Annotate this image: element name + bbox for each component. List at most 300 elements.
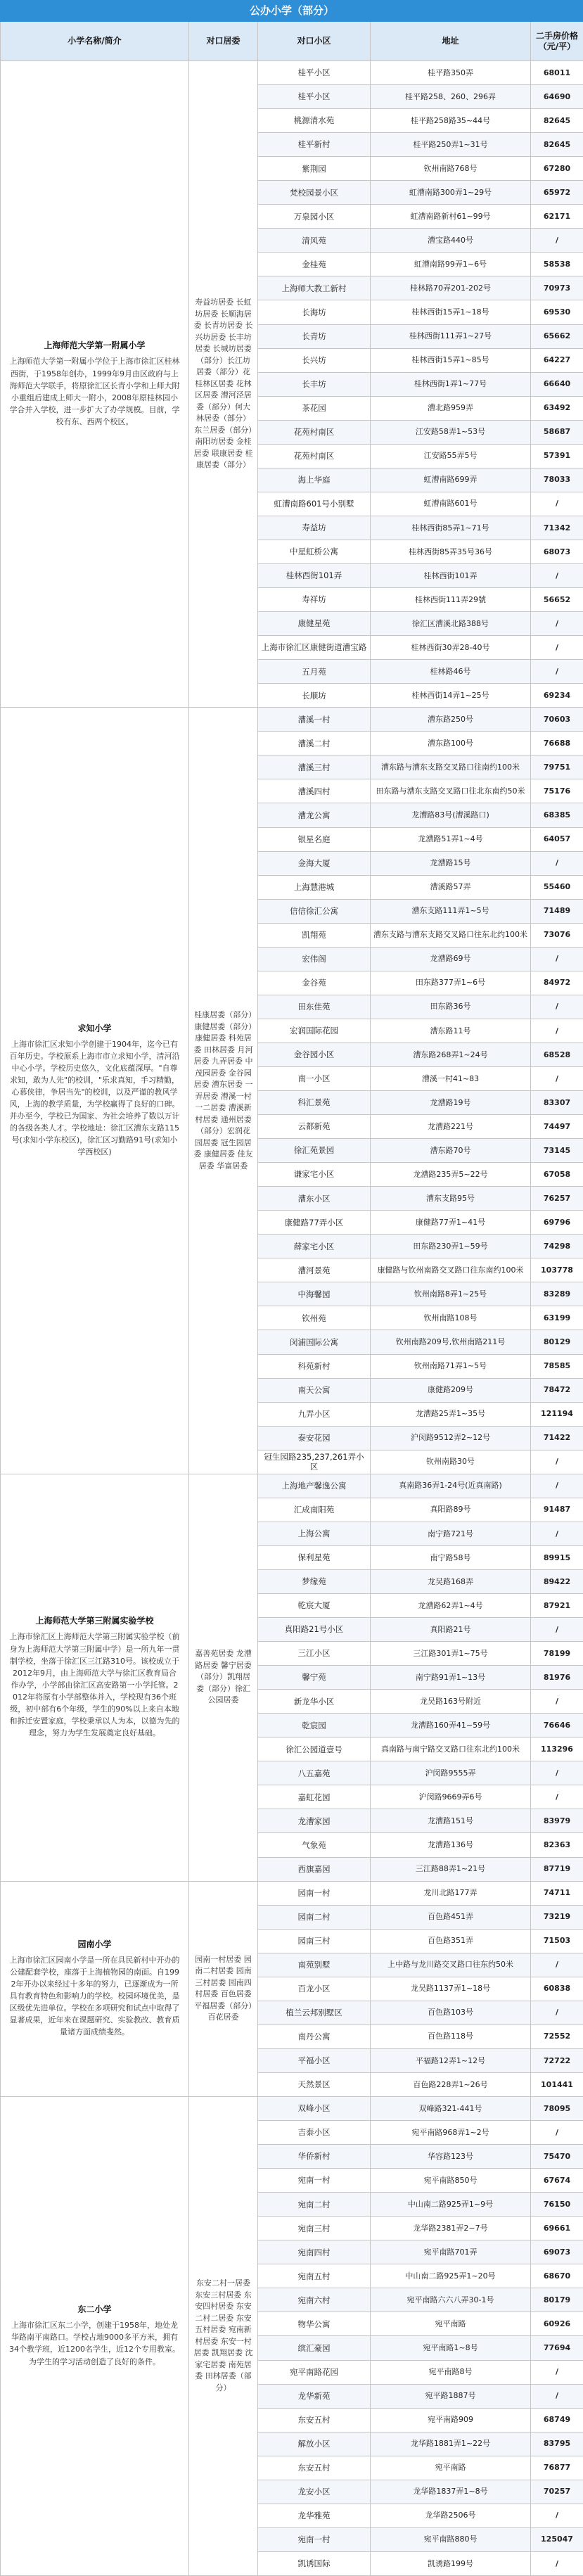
price-cell: /	[531, 1761, 583, 1785]
address-cell: 宛平南路六六八弄30-1号	[371, 2288, 531, 2312]
address-cell: 宛平南路909	[371, 2408, 531, 2432]
estate-cell: 宛南一村	[258, 2527, 371, 2551]
price-cell: 78199	[531, 1642, 583, 1666]
estate-cell: 漕溪三村	[258, 755, 371, 779]
address-cell: 上中路与龙川路交叉路口往东约50米	[371, 1953, 531, 1977]
address-cell: 百色路351弄	[371, 1929, 531, 1953]
address-cell: 桂平路350弄	[371, 61, 531, 85]
school-name: 东二小学	[77, 2304, 112, 2315]
column-header: 对口小区	[258, 22, 371, 61]
price-cell: 73076	[531, 923, 583, 947]
estate-cell: 桃源清水苑	[258, 109, 371, 133]
price-cell: /	[531, 2551, 583, 2575]
address-cell: 龙漕路62弄1~4号	[371, 1594, 531, 1618]
price-cell: 68749	[531, 2408, 583, 2432]
price-cell: 76257	[531, 1187, 583, 1211]
address-cell: 漕东路250号	[371, 708, 531, 732]
price-cell: 69073	[531, 2240, 583, 2264]
estate-cell: 解放小区	[258, 2432, 371, 2456]
price-cell: 67674	[531, 2169, 583, 2193]
price-cell: 72552	[531, 2025, 583, 2048]
price-cell: /	[531, 1019, 583, 1042]
price-cell: /	[531, 995, 583, 1019]
address-cell: 桂林西街85弄1~71号	[371, 516, 531, 540]
address-cell: 钦州南路30号	[371, 1450, 531, 1474]
estate-cell: 新龙华小区	[258, 1690, 371, 1714]
school-description: 上海市徐汇区上海师范大学第三附属实验学校（前身为上海师范大学第三附属中学）是一所九年一贯制学校，坐落于徐汇区三江路310号。该校成立于2012年9月，由上海师范大学与徐汇区教育局合作办学，小学部由徐汇区高安路第一小学托管。2012年将原有小学部整体并入，学校现有36个班级，初中部有6个年级，学生的90%以上来自本地和拆迁安置家庭，学校秉承以人为本，以德为先的理念，努力为学生发展奠定良好基础。	[9, 1632, 180, 1737]
school-description: 上海市徐汇区园南小学是一所在具民新村中开办的公建配套学校，座落于上海植物园的南面。自1992年开办以来经过十多年的努力，已逐渐成为一所具有教育特色和影响力的学校。校园环境优美，是区级优先进单位。学校在多项研究和试点中取得了显著成果，近年来在课题研究、实验教改、教育质量诸方面成绩斐然。	[9, 1956, 180, 2037]
estate-cell: 八五嘉苑	[258, 1761, 371, 1785]
estate-cell: 东安五村	[258, 2408, 371, 2432]
price-cell: 65972	[531, 181, 583, 205]
address-cell: 宛平南路968弄1~2号	[371, 2121, 531, 2145]
address-cell: 漕东支路95号	[371, 1187, 531, 1211]
price-cell: 68011	[531, 61, 583, 85]
address-cell: 康健路与钦州南路交叉路口往东南约100米	[371, 1258, 531, 1282]
school-cell	[1, 1881, 189, 2096]
price-cell: 121194	[531, 1402, 583, 1426]
table-row	[1, 2096, 583, 2120]
estate-cell: 上海公寓	[258, 1522, 371, 1545]
address-cell: 龙川北路177弄	[371, 1881, 531, 1905]
estate-cell: 金海大厦	[258, 851, 371, 875]
price-cell: 64057	[531, 827, 583, 851]
price-cell: 75470	[531, 2145, 583, 2169]
price-cell: 80179	[531, 2288, 583, 2312]
address-cell: 桂林西街101弄	[371, 563, 531, 587]
price-cell: 69530	[531, 300, 583, 324]
address-cell: 龙漕路19号	[371, 1091, 531, 1115]
price-cell: /	[531, 2384, 583, 2408]
estate-cell: 龙华雅苑	[258, 2504, 371, 2527]
price-cell: 64227	[531, 348, 583, 372]
estate-cell: 天然景区	[258, 2072, 371, 2096]
address-cell: 虹漕南路699弄	[371, 468, 531, 492]
table-header	[1, 22, 583, 61]
price-cell: 68073	[531, 540, 583, 563]
estate-cell: 宛南四村	[258, 2240, 371, 2264]
address-cell: 田东路36号	[371, 995, 531, 1019]
address-cell: 漕东支路与漕东支路交叉路口往东北约100米	[371, 923, 531, 947]
address-cell: 康健路77弄1~41号	[371, 1211, 531, 1235]
address-cell: 康健路209号	[371, 1378, 531, 1402]
address-cell: 宛平南路8号	[371, 2360, 531, 2384]
committee-cell: 桂康居委（部分）康健居委（部分）康健居委 科苑居委 田林居委 月河居委 九弄居委 中茂园居委 金谷园居委 漕东居委 一弄居委 漕溪一村一二居委 漕溪新村居委 通州居委（部分）宏润花园居委 冠生园居委 康健居委 佳友居委 华富居委	[189, 708, 258, 1474]
address-cell: 虹漕南路新村61~99号	[371, 205, 531, 229]
address-cell: 漕宝路440号	[371, 229, 531, 253]
price-cell: /	[531, 2121, 583, 2145]
school-cell	[1, 1474, 189, 1881]
price-cell: /	[531, 1953, 583, 1977]
school-cell	[1, 708, 189, 1474]
estate-cell: 嘉虹花园	[258, 1785, 371, 1809]
page-title: 公办小学（部分）	[1, 1, 583, 22]
estate-cell: 信信徐汇公寓	[258, 899, 371, 923]
estate-cell: 馨宁苑	[258, 1666, 371, 1690]
price-cell: 83979	[531, 1809, 583, 1833]
address-cell: 桂林西街14弄1~25号	[371, 684, 531, 708]
estate-cell: 漕东小区	[258, 1187, 371, 1211]
address-cell: 华容路123号	[371, 2145, 531, 2169]
price-cell: /	[531, 1474, 583, 1498]
price-cell: 68385	[531, 803, 583, 827]
estate-cell: 谦家宅小区	[258, 1163, 371, 1187]
price-cell: 70603	[531, 708, 583, 732]
estate-cell: 科汇景苑	[258, 1091, 371, 1115]
price-cell: 74497	[531, 1115, 583, 1139]
price-cell: /	[531, 851, 583, 875]
address-cell: 龙华路2381弄2~7号	[371, 2217, 531, 2240]
table-row	[1, 61, 583, 85]
price-cell: 62171	[531, 205, 583, 229]
address-cell: 沪闵路9512弄2~12号	[371, 1426, 531, 1450]
address-cell: 真南路与南宁路交叉路口往东北约100米	[371, 1737, 531, 1761]
column-header: 地址	[371, 22, 531, 61]
table-row	[1, 708, 583, 732]
address-cell: 漕溪路57弄	[371, 875, 531, 899]
address-cell: 百色路451弄	[371, 1905, 531, 1929]
estate-cell: 闵浦国际公寓	[258, 1330, 371, 1354]
price-cell: /	[531, 2504, 583, 2527]
price-cell: 82645	[531, 109, 583, 133]
estate-cell: 上海市徐汇区康健街道漕宝路	[258, 636, 371, 660]
address-cell: 宛平南路1~8号	[371, 2336, 531, 2360]
address-cell: 宛平南路850号	[371, 2169, 531, 2193]
address-cell: 田东路377弄1~6号	[371, 971, 531, 995]
address-cell: 龙华路1881弄1~22号	[371, 2432, 531, 2456]
estate-cell: 花苑村南区	[258, 444, 371, 468]
estate-cell: 寿益坊	[258, 516, 371, 540]
address-cell: 百色路228弄1~26号	[371, 2072, 531, 2096]
price-cell: 91487	[531, 1498, 583, 1522]
address-cell: 桂平路258路35~44号	[371, 109, 531, 133]
address-cell: 桂林西街15弄1~85号	[371, 348, 531, 372]
estate-cell: 长兴坊	[258, 348, 371, 372]
price-cell: 113296	[531, 1737, 583, 1761]
address-cell: 龙漕路51弄1~4号	[371, 827, 531, 851]
estate-cell: 西旗嘉园	[258, 1857, 371, 1881]
estate-cell: 龙安小区	[258, 2480, 371, 2504]
estate-cell: 园南一村	[258, 1881, 371, 1905]
price-cell: /	[531, 947, 583, 971]
address-cell: 百色路118号	[371, 2025, 531, 2048]
estate-cell: 保利星苑	[258, 1545, 371, 1569]
price-cell: /	[531, 1522, 583, 1545]
price-cell: /	[531, 1785, 583, 1809]
address-cell: 漕北路959弄	[371, 396, 531, 420]
committee-cell: 东安二村一居委 东安三村居委 东安四村居委 东安二村二居委 东安五村居委 宛南新村居委 东安一村居委 凯翔居委 沈家宅居委 南苑居委 田林居委（部分）	[189, 2096, 258, 2575]
estate-cell: 上海师大教工新村	[258, 276, 371, 300]
price-cell: 68528	[531, 1042, 583, 1066]
price-cell: 71422	[531, 1426, 583, 1450]
estate-cell: 长顺坊	[258, 684, 371, 708]
address-cell: 中山南二路925弄1~20号	[371, 2264, 531, 2288]
address-cell: 桂林西街1弄1~77号	[371, 372, 531, 396]
price-cell: 72722	[531, 2048, 583, 2072]
estate-cell: 桂平小区	[258, 61, 371, 85]
address-cell: 龙漕路160弄41~59号	[371, 1714, 531, 1737]
estate-cell: 宛平南路花园	[258, 2360, 371, 2384]
address-cell: 宛平南路	[371, 2312, 531, 2336]
estate-cell: 泰安花园	[258, 1426, 371, 1450]
estate-cell: 园南二村	[258, 1905, 371, 1929]
price-cell: /	[531, 636, 583, 660]
estate-cell: 园南三村	[258, 1929, 371, 1953]
school-description: 上海市徐汇区东二小学，创建于1958年，地处龙华路南平南路口。学校占地9000多平方米，拥有34个教学班，近1200名学生，近12个专用教室。为学生的学习活动创造了良好的条件。	[9, 2321, 180, 2366]
estate-cell: 南一小区	[258, 1066, 371, 1090]
price-cell: 63492	[531, 396, 583, 420]
price-cell: 78472	[531, 1378, 583, 1402]
estate-cell: 金谷园小区	[258, 1042, 371, 1066]
estate-cell: 宛南五村	[258, 2264, 371, 2288]
estate-cell: 乾宸大厦	[258, 1594, 371, 1618]
address-cell: 漕东路100号	[371, 732, 531, 755]
school-description: 上海师范大学第一附属小学位于上海市徐汇区桂林西街，于1958年创办，1999年9月由区政府与上海师范大学联手，将原徐汇区长青小学和上师大附小重组后建成上师大一附小，2008年原桂林园小学合并入学校，进一步扩大了办学规模。目前，学校有东、西两个校区。	[9, 357, 180, 426]
price-cell: 56652	[531, 588, 583, 612]
school-name: 上海师范大学第三附属实验学校	[35, 1616, 154, 1626]
price-cell: 89915	[531, 1545, 583, 1569]
estate-cell: 桂林西街101弄	[258, 563, 371, 587]
estate-cell: 气象苑	[258, 1833, 371, 1857]
price-cell: 58687	[531, 420, 583, 444]
estate-cell: 双峰小区	[258, 2096, 371, 2120]
price-cell: 76688	[531, 732, 583, 755]
price-cell: /	[531, 492, 583, 516]
address-cell: 龙漕路69号	[371, 947, 531, 971]
address-cell: 桂林西街30弄28-40号	[371, 636, 531, 660]
price-cell: 76150	[531, 2193, 583, 2217]
price-cell: 63199	[531, 1306, 583, 1330]
address-cell: 龙漕路15号	[371, 851, 531, 875]
address-cell: 田东路与漕东支路交叉路口往北东南约50米	[371, 779, 531, 803]
price-cell: 68670	[531, 2264, 583, 2288]
estate-cell: 漕龙公寓	[258, 803, 371, 827]
price-cell: 67280	[531, 157, 583, 181]
estate-cell: 寿祥坊	[258, 588, 371, 612]
estate-cell: 南丹公寓	[258, 2025, 371, 2048]
estate-cell: 乾宸园	[258, 1714, 371, 1737]
price-cell: 83289	[531, 1282, 583, 1306]
address-cell: 三江路301弄1~75号	[371, 1642, 531, 1666]
price-cell: 103778	[531, 1258, 583, 1282]
estate-cell: 桂平小区	[258, 85, 371, 109]
estate-cell: 吉泰小区	[258, 2121, 371, 2145]
address-cell: 漕东支路111弄1~5号	[371, 899, 531, 923]
price-cell: /	[531, 563, 583, 587]
price-cell: 69234	[531, 684, 583, 708]
estate-cell: 万泉园小区	[258, 205, 371, 229]
estate-cell: 银星名庭	[258, 827, 371, 851]
price-cell: 84972	[531, 971, 583, 995]
address-cell: 漕东路11号	[371, 1019, 531, 1042]
committee-cell: 寿益坊居委 长虹坊居委 长顺海居委 长青坊居委 长兴坊居委 长丰坊居委 长城坊居委（部分）长江坊居委（部分）花桂林区居委 花林区居委 漕河泾居委（部分）何大林居委（部分）东兰居委（部分）南阳坊居委 金桂居委 联康居委 桂康居委（部分）	[189, 61, 258, 708]
estate-cell: 康健路77弄小区	[258, 1211, 371, 1235]
estate-cell: 百龙小区	[258, 1977, 371, 2001]
address-cell: 龙漕路235弄5~22号	[371, 1163, 531, 1187]
address-cell: 江安路55弄5号	[371, 444, 531, 468]
price-cell: 76877	[531, 2456, 583, 2480]
estate-cell: 海上华庭	[258, 468, 371, 492]
address-cell: 沪闵路9669弄6号	[371, 1785, 531, 1809]
estate-cell: 宏润国际花园	[258, 1019, 371, 1042]
estate-cell: 汇成南阳苑	[258, 1498, 371, 1522]
address-cell: 龙漕路25弄1~35号	[371, 1402, 531, 1426]
estate-cell: 长海坊	[258, 300, 371, 324]
address-cell: 龙漕路151号	[371, 1809, 531, 1833]
address-cell: 龙吴路1137弄1~18号	[371, 1977, 531, 2001]
price-cell: 73145	[531, 1139, 583, 1163]
table-row	[1, 1474, 583, 1498]
price-cell: 73219	[531, 1905, 583, 1929]
address-cell: 中山南二路925弄1~9号	[371, 2193, 531, 2217]
estate-cell: 平福小区	[258, 2048, 371, 2072]
address-cell: 宛平南路701弄	[371, 2240, 531, 2264]
price-cell: 78585	[531, 1354, 583, 1378]
table-body	[1, 61, 583, 2576]
estate-cell: 茶花园	[258, 396, 371, 420]
address-cell: 龙漕路221号	[371, 1115, 531, 1139]
address-cell: 双峰路321-441号	[371, 2096, 531, 2120]
price-cell: 67058	[531, 1163, 583, 1187]
price-cell: 89422	[531, 1569, 583, 1593]
address-cell: 虹漕南路300弄1~29号	[371, 181, 531, 205]
address-cell: 百色路103号	[371, 2001, 531, 2025]
address-cell: 龙漕路136号	[371, 1833, 531, 1857]
address-cell: 桂平路258、260、296弄	[371, 85, 531, 109]
school-name: 求知小学	[77, 1023, 112, 1033]
estate-cell: 南苑别墅	[258, 1953, 371, 1977]
price-cell: /	[531, 612, 583, 636]
column-header: 对口居委	[189, 22, 258, 61]
estate-cell: 漕河景苑	[258, 1258, 371, 1282]
estate-cell: 植兰云邦别墅区	[258, 2001, 371, 2025]
address-cell: 真南路36弄1-24号(近真南路)	[371, 1474, 531, 1498]
price-cell: 70973	[531, 276, 583, 300]
price-cell: 57391	[531, 444, 583, 468]
estate-cell: 徐汇公园道壹号	[258, 1737, 371, 1761]
estate-cell: 华侨新村	[258, 2145, 371, 2169]
estate-cell: 中海馨园	[258, 1282, 371, 1306]
price-cell: 81976	[531, 1666, 583, 1690]
address-cell: 龙吴路168弄	[371, 1569, 531, 1593]
address-cell: 钦州南路8弄1~25号	[371, 1282, 531, 1306]
address-cell: 江安路58弄1~53号	[371, 420, 531, 444]
address-cell: 虹漕南路99弄1~6号	[371, 253, 531, 276]
estate-cell: 云都新苑	[258, 1115, 371, 1139]
estate-cell: 康健星苑	[258, 612, 371, 636]
address-cell: 徐汇区漕溪北路388号	[371, 612, 531, 636]
estate-cell: 紫荆园	[258, 157, 371, 181]
address-cell: 钦州南路768号	[371, 157, 531, 181]
table-row	[1, 1881, 583, 1905]
address-cell: 凯诱路199号	[371, 2551, 531, 2575]
estate-cell: 凯诱国际	[258, 2551, 371, 2575]
estate-cell: 三江小区	[258, 1642, 371, 1666]
price-cell: 82645	[531, 133, 583, 157]
address-cell: 漕溪一村41~83	[371, 1066, 531, 1090]
estate-cell: 缤汇豪园	[258, 2336, 371, 2360]
address-cell: 龙吴路163号附近	[371, 1690, 531, 1714]
price-cell: 79751	[531, 755, 583, 779]
price-cell: 70257	[531, 2480, 583, 2504]
address-cell: 沪闵路9555弄	[371, 1761, 531, 1785]
address-cell: 虹漕南路601号	[371, 492, 531, 516]
estate-cell: 上海慧港城	[258, 875, 371, 899]
address-cell: 龙华路2506号	[371, 2504, 531, 2527]
address-cell: 桂林西街111弄1~27号	[371, 324, 531, 348]
estate-cell: 虹漕南路601号小别墅	[258, 492, 371, 516]
price-cell: 78095	[531, 2096, 583, 2120]
estate-cell: 冠生园路235,237,261弄小区	[258, 1450, 371, 1474]
school-cell	[1, 61, 189, 708]
estate-cell: 徐汇苑景园	[258, 1139, 371, 1163]
estate-cell: 长青坊	[258, 324, 371, 348]
address-cell: 宛平南路880号	[371, 2527, 531, 2551]
committee-cell: 园南一村居委 园南二村居委 园南三村居委 园南四村居委 百色居委 平福居委（部分）百花居委	[189, 1881, 258, 2096]
price-cell: 82363	[531, 1833, 583, 1857]
estate-cell: 钦州苑	[258, 1306, 371, 1330]
price-cell: 69661	[531, 2217, 583, 2240]
price-cell: /	[531, 2360, 583, 2384]
estate-cell: 金桂苑	[258, 253, 371, 276]
committee-cell: 嘉善苑居委 龙漕路居委 馨宁居委（部分）凯翔居委（部分）徐汇公园居委	[189, 1474, 258, 1881]
estate-cell: 长丰坊	[258, 372, 371, 396]
price-cell: 60926	[531, 2312, 583, 2336]
price-cell: 125047	[531, 2527, 583, 2551]
estate-cell: 清风苑	[258, 229, 371, 253]
address-cell: 南宁路91弄1~13号	[371, 1666, 531, 1690]
estate-cell: 上海地产馨逸公寓	[258, 1474, 371, 1498]
school-description: 上海市徐汇区求知小学创建于1904年，迄今已有百年历史。学校原系上海市市立求知小学，清河沿中心小学。学校历史悠久，文化底蕴深厚。"自尊求知，敢为人先"的校训，"乐求真知，手习精勤，心慕侠律，争居当先"的校训，以及严谨的教风学风，上海的教学质量，为学校赢得了良好的口碑。并办至今，学校已为国家、为社会培养了数以万计的各级各类人才。学校地址：徐汇区漕东支路115号(求知小学东校区)，徐汇区习勤路91号(求知小学西校区)	[9, 1039, 180, 1157]
price-cell: 80129	[531, 1330, 583, 1354]
estate-cell: 漕溪四村	[258, 779, 371, 803]
price-cell: 58538	[531, 253, 583, 276]
address-cell: 南宁路721号	[371, 1522, 531, 1545]
address-cell: 钦州南路108号	[371, 1306, 531, 1330]
address-cell: 漕东路268弄1~24号	[371, 1042, 531, 1066]
price-cell: 65662	[531, 324, 583, 348]
price-cell: 66640	[531, 372, 583, 396]
estate-cell: 南天公寓	[258, 1378, 371, 1402]
address-cell: 桂林路70弄201-202号	[371, 276, 531, 300]
price-cell: 101441	[531, 2072, 583, 2096]
school-name: 园南小学	[77, 1939, 112, 1950]
price-cell: /	[531, 2001, 583, 2025]
estate-cell: 金谷苑	[258, 971, 371, 995]
estate-cell: 田东佳苑	[258, 995, 371, 1019]
price-cell: /	[531, 1690, 583, 1714]
address-cell: 漕东路与漕东支路交叉路口往南约100米	[371, 755, 531, 779]
price-cell: 77694	[531, 2336, 583, 2360]
estate-cell: 龙华新苑	[258, 2384, 371, 2408]
school-name: 上海师范大学第一附属小学	[44, 340, 146, 351]
address-cell: 桂林西街85弄35号36号	[371, 540, 531, 563]
estate-cell: 漕溪一村	[258, 708, 371, 732]
estate-cell: 五月苑	[258, 660, 371, 684]
estate-cell: 真阳路21号小区	[258, 1618, 371, 1642]
address-cell: 龙华路1837弄1~8号	[371, 2480, 531, 2504]
address-cell: 三江路88弄1~21号	[371, 1857, 531, 1881]
estate-cell: 科苑新村	[258, 1354, 371, 1378]
estate-cell: 宛南二村	[258, 2193, 371, 2217]
estate-cell: 梦缘苑	[258, 1569, 371, 1593]
price-cell: /	[531, 1066, 583, 1090]
price-cell: 64690	[531, 85, 583, 109]
estate-cell: 薛家宅小区	[258, 1235, 371, 1258]
price-cell: /	[531, 1450, 583, 1474]
estate-cell: 龙漕家园	[258, 1809, 371, 1833]
price-cell: 74298	[531, 1235, 583, 1258]
